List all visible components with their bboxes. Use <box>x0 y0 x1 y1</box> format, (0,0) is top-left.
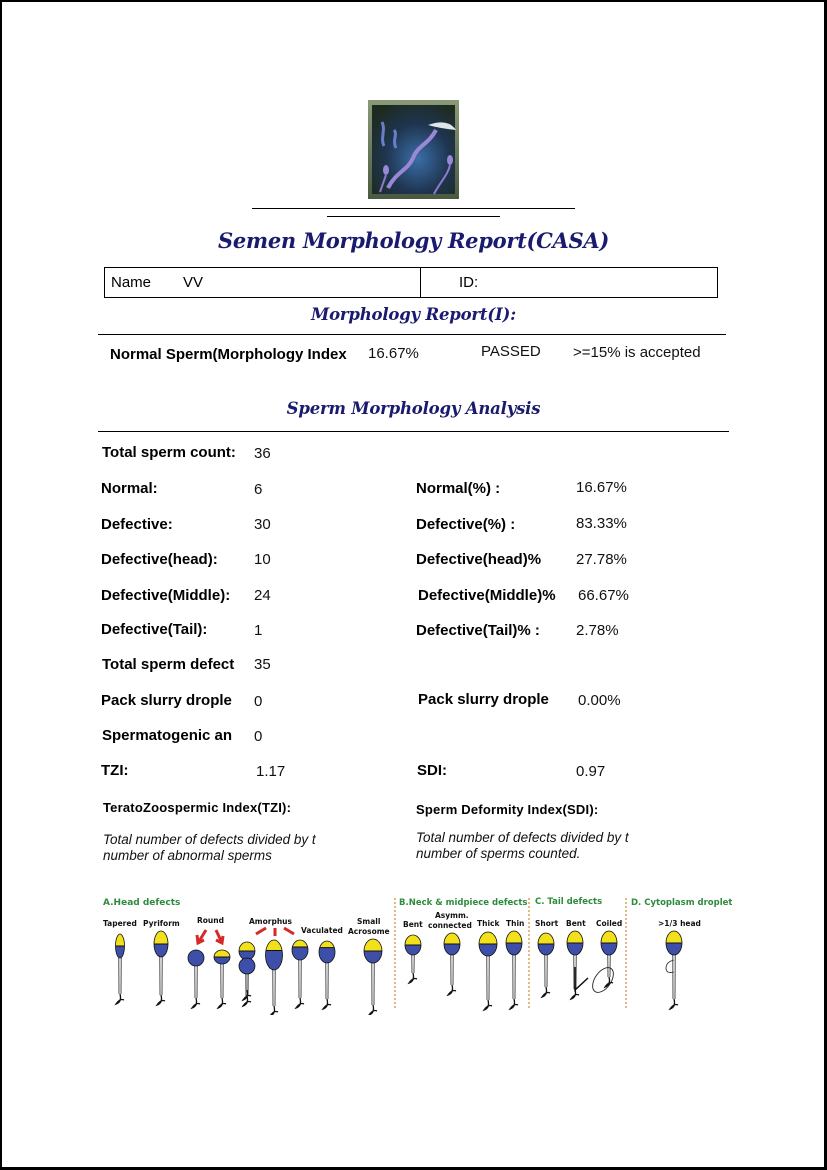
sperm-nucleus <box>666 943 682 955</box>
sperm-tail-end <box>218 998 226 1008</box>
acceptance-criterion: >=15% is accepted <box>573 344 701 361</box>
sperm-acrosome <box>506 931 522 943</box>
name-label: Name <box>111 274 152 291</box>
stat-label: Defective(head): <box>101 551 218 568</box>
sperm-tail <box>299 960 301 998</box>
sperm-nucleus <box>364 951 382 963</box>
sperm-acrosome <box>364 939 382 951</box>
sperm-tail <box>221 964 223 998</box>
report-title: Semen Morphology Report(CASA) <box>217 228 610 253</box>
sperm-nucleus <box>214 957 230 964</box>
normal-morphology-value: 16.67% <box>368 345 419 362</box>
sperm-acrosome <box>214 950 230 957</box>
sperm-tail-end <box>270 1006 278 1015</box>
label-bent-tail: Bent <box>566 919 586 928</box>
sperm-tail-end <box>296 998 304 1008</box>
sperm-nucleus <box>405 945 421 955</box>
normal-morphology-label: Normal Sperm(Morphology Index <box>110 346 347 363</box>
sperm-tail <box>372 963 374 1005</box>
stat-label: Pack slurry drople <box>418 691 549 708</box>
stat-value: 66.67% <box>578 587 629 604</box>
sperm-tail <box>513 955 515 999</box>
stat-label: Defective(Tail): <box>101 621 208 638</box>
sperm-acrosome <box>538 933 554 944</box>
sperm-tail <box>608 955 610 977</box>
label-acrosome: Acrosome <box>348 927 390 936</box>
label-connected: connected <box>428 921 472 930</box>
sperm-nucleus <box>116 946 125 958</box>
group-title-tail: C. Tail defects <box>535 897 603 907</box>
stat-value: 24 <box>254 587 271 604</box>
arrow-icon <box>216 930 223 943</box>
stat-value: 0.97 <box>576 763 606 780</box>
stat-value: 27.78% <box>576 551 627 568</box>
stat-label: Normal(%) : <box>416 480 501 497</box>
sperm-acrosome <box>479 932 497 944</box>
stat-label: Defective(%) : <box>416 516 516 533</box>
sperm-acrosome <box>239 942 255 951</box>
section1-rule <box>98 334 726 335</box>
group-title-neck: B.Neck & midpiece defects <box>399 898 528 908</box>
sperm-nucleus <box>479 944 497 956</box>
patient-info-box <box>104 267 718 298</box>
sperm-nucleus <box>319 948 335 963</box>
stat-value: 83.33% <box>576 515 627 532</box>
id-label: ID: <box>459 274 479 291</box>
label-bent-neck: Bent <box>403 920 423 929</box>
sperm-tail <box>487 956 489 1000</box>
sperm-tail <box>451 955 453 985</box>
sperm-tail-end <box>157 995 165 1005</box>
arrow-icon <box>256 928 266 934</box>
section2-title: Sperm Morphology Analysis <box>286 399 541 418</box>
arrow-icon <box>284 928 294 934</box>
stat-value: 1 <box>254 622 263 639</box>
sperm-tail-end <box>409 973 417 983</box>
sperm-acrosome <box>567 931 583 943</box>
bent-tail <box>575 967 588 990</box>
sperm-tail <box>195 966 197 998</box>
label-tapered: Tapered <box>103 919 137 928</box>
label-pyriform: Pyriform <box>143 919 180 928</box>
stat-value: 0 <box>254 728 263 745</box>
tzi-definition-title: TeratoZoospermic Index(TZI): <box>103 800 292 815</box>
sperm-tail-end <box>448 985 456 995</box>
group-title-cytoplasm: D. Cytoplasm droplet <box>631 898 732 908</box>
morphology-defects-diagram <box>98 890 732 1015</box>
label-thin: Thin <box>506 919 525 928</box>
patient-name-cell <box>105 268 421 297</box>
sdi-definition-line1: Total number of defects divided by t <box>416 830 629 845</box>
sperm-acrosome <box>405 935 421 945</box>
label-over-third-head: >1/3 head <box>658 919 701 928</box>
label-coiled: Coiled <box>596 919 623 928</box>
label-amorphus: Amorphus <box>249 917 292 926</box>
stat-label: Defective(Middle): <box>101 587 231 604</box>
tzi-definition-line2: number of abnormal sperms <box>103 848 272 863</box>
sperm-nucleus <box>506 943 522 955</box>
stat-label: TZI: <box>101 762 129 779</box>
sperm-tail-end <box>510 999 518 1009</box>
stat-value: 6 <box>254 481 263 498</box>
sperm-nucleus <box>601 943 617 955</box>
sperm-nucleus <box>567 943 583 955</box>
sperm-acrosome <box>266 940 283 951</box>
tzi-definition-line1: Total number of defects divided by t <box>103 832 316 847</box>
label-asymm: Asymm. <box>435 911 469 920</box>
stat-label: SDI: <box>417 762 447 779</box>
stat-value: 1.17 <box>256 763 286 780</box>
sperm-tail-end <box>192 998 200 1008</box>
stat-value: 36 <box>254 445 271 462</box>
sperm-tail-end <box>542 987 550 997</box>
sdi-definition-line2: number of sperms counted. <box>416 846 581 861</box>
label-round: Round <box>197 916 224 925</box>
sperm-nucleus <box>444 944 460 955</box>
stat-label: Defective(Tail)% : <box>416 622 540 639</box>
sperm-tail-end <box>670 999 678 1009</box>
stat-value: 35 <box>254 656 271 673</box>
stat-value: 0.00% <box>578 692 621 709</box>
sperm-tail <box>412 955 414 973</box>
sperm-tail <box>326 963 328 999</box>
group-title-head: A.Head defects <box>103 898 181 908</box>
sperm-figures <box>116 928 683 1015</box>
sperm-acrosome <box>154 931 168 944</box>
coiled-tail <box>588 964 617 996</box>
stat-label: Defective(Middle)% <box>418 587 556 604</box>
label-vaculated: Vaculated <box>301 926 343 935</box>
sperm-tail <box>160 957 162 995</box>
stat-label: Spermatogenic an <box>102 727 233 744</box>
name-value: VV <box>183 274 204 291</box>
stat-label: Defective: <box>101 516 173 533</box>
status-badge: PASSED <box>481 343 541 360</box>
sperm-tail <box>545 955 547 987</box>
stat-label: Total sperm defect <box>102 656 235 673</box>
sperm-tail-end <box>116 994 124 1004</box>
stat-label: Pack slurry drople <box>101 692 232 709</box>
sperm-tail-end <box>484 1000 492 1010</box>
sperm-acrosome <box>444 933 460 944</box>
stat-label: Total sperm count: <box>102 444 236 461</box>
patient-id-cell <box>421 268 717 297</box>
sperm-nucleus <box>538 944 554 955</box>
stat-value: 16.67% <box>576 479 627 496</box>
sperm-tail <box>273 970 275 1006</box>
stat-value: 0 <box>254 693 263 710</box>
stat-label: Defective(head)% <box>416 551 542 568</box>
sperm-acrosome <box>601 931 617 943</box>
stat-label: Normal: <box>101 480 158 497</box>
arrow-icon <box>197 930 206 943</box>
label-thick: Thick <box>477 919 500 928</box>
stat-value: 2.78% <box>576 622 619 639</box>
label-small: Small <box>357 917 381 926</box>
section1-title: Morphology Report(Ⅰ): <box>311 305 516 324</box>
stat-value: 10 <box>254 551 271 568</box>
section2-rule <box>98 431 729 432</box>
sperm-tail-end <box>369 1005 377 1015</box>
sperm-nucleus <box>292 947 308 960</box>
sperm-nucleus <box>154 944 168 957</box>
sperm-nucleus <box>266 951 283 971</box>
header-rule-long <box>252 208 575 209</box>
sperm-acrosome <box>666 931 682 943</box>
sperm-acrosome <box>116 934 125 946</box>
stat-value: 30 <box>254 516 271 533</box>
header-rule-short <box>327 216 500 217</box>
sperm-tail-end <box>323 999 331 1009</box>
logo-image <box>368 100 459 199</box>
label-short: Short <box>535 919 559 928</box>
sperm-tail <box>673 955 675 999</box>
sdi-definition-title: Sperm Deformity Index(SDI): <box>416 802 599 817</box>
sperm-tail <box>119 958 121 994</box>
